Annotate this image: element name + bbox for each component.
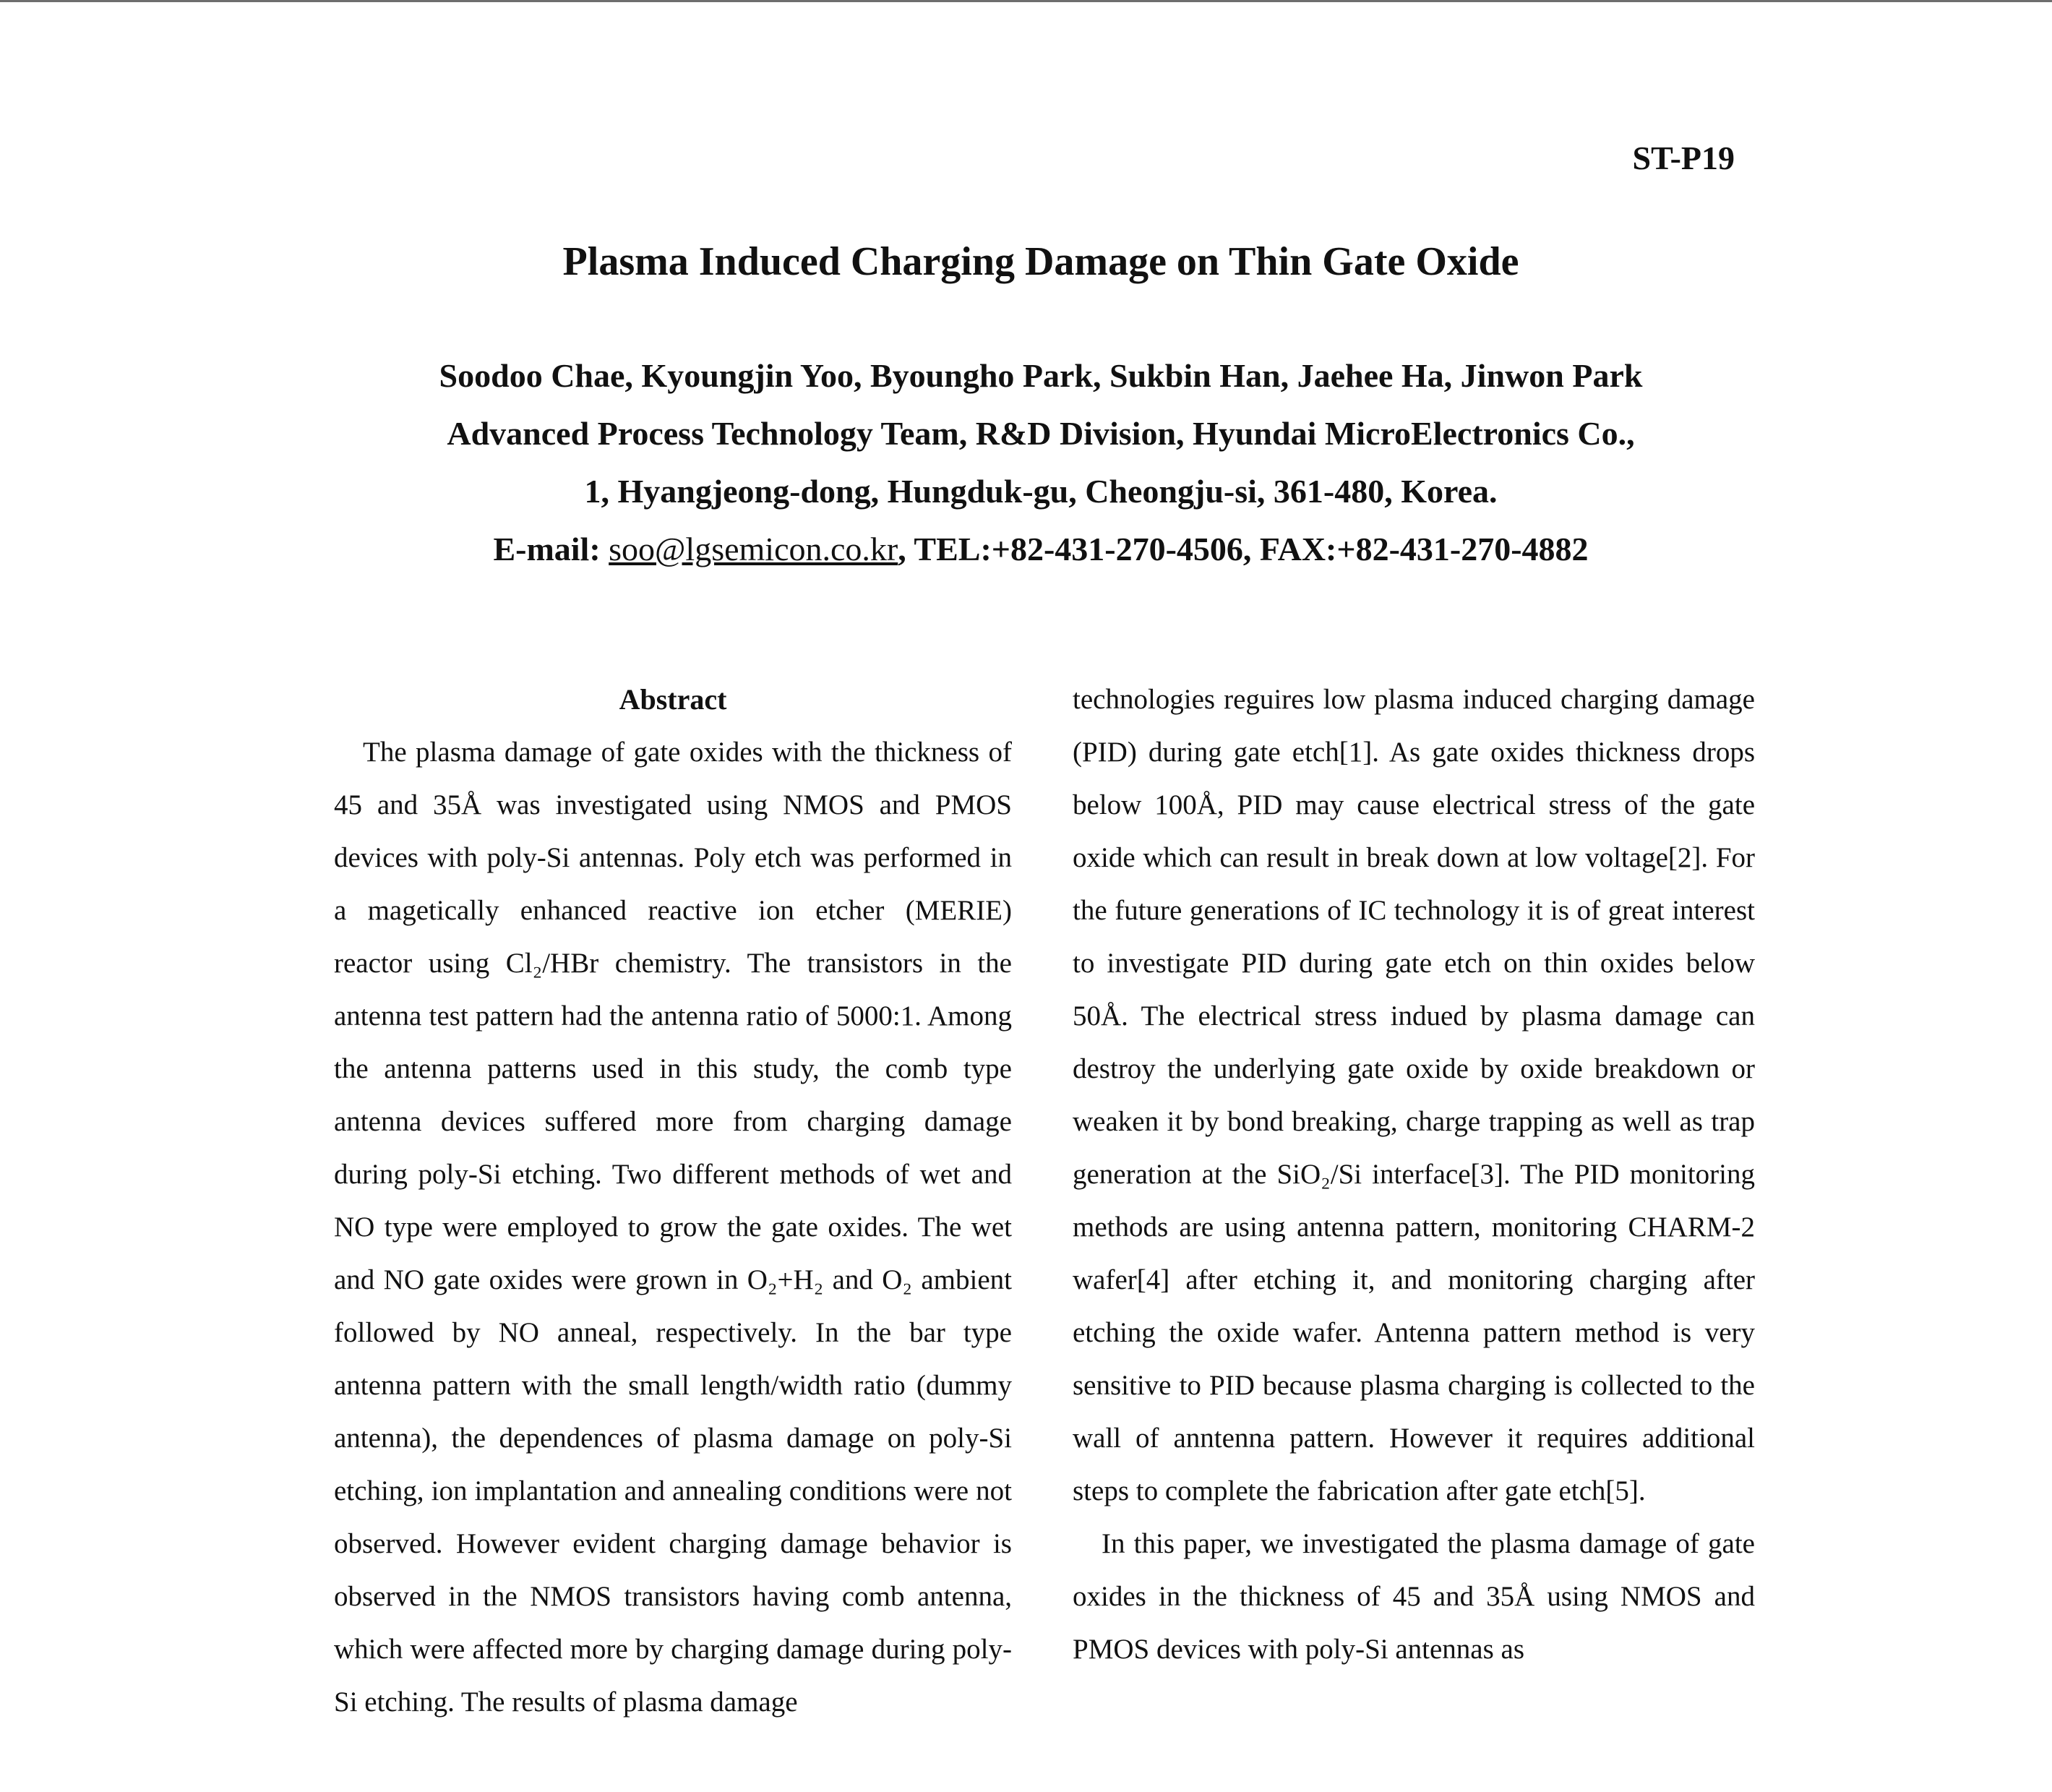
phone-fax: , TEL:+82-431-270-4506, FAX:+82-431-270-4882 [898, 531, 1589, 567]
paper-id: ST-P19 [1632, 140, 1735, 176]
top-border-line [0, 0, 2052, 2]
right-column [1073, 673, 1755, 1676]
email-link[interactable]: soo@lgsemicon.co.kr [609, 531, 898, 567]
intro-paragraph-1: technologies reguires low plasma induced charging damage (PID) during gate etch[1]. As gate oxides thickness drops below 100Å, PID may cause electrical stress of the gate oxide which can result in break down at low voltage[2]. For the future generations of IC technology it is of great interest to investigate PID during gate etch on thin oxides below 50Å. The electrical stress indued by plasma damage can destroy the underlying gate oxide by oxide breakdown or weaken it by bond breaking, charge trapping as well as trap generation at the SiO₂/Si interface[3]. The PID monitoring methods are using antenna pattern, monitoring CHARM-2 wafer[4] after etching it, and monitoring charging after etching the oxide wafer. Antenna pattern method is very sensitive to PID because plasma charging is collected to the wall of anntenna pattern. However it requires additional steps to complete the fabrication after gate etch[5]. [1073, 684, 1755, 1506]
author-block [318, 347, 1764, 578]
address: 1, Hyangjeong-dong, Hungduk-gu, Cheongju-si, 361-480, Korea. [584, 473, 1498, 510]
abstract-text: The plasma damage of gate oxides with the thickness of 45 and 35Å was investigated using NMOS and PMOS devices with poly-Si antennas. Poly etch was performed in a magetically enhanced reactive ion etcher (MERIE) reactor using Cl₂/HBr chemistry. The transistors in the antenna test pattern had the antenna ratio of 5000:1. Among the antenna patterns used in this study, the comb type antenna devices suffered more from charging damage during poly-Si etching. Two different methods of wet and NO type were employed to grow the gate oxides. The wet and NO gate oxides were grown in O₂+H₂ and O₂ ambient followed by NO anneal, respectively. In the bar type antenna pattern with the small length/width ratio (dummy antenna), the dependences of plasma damage on poly-Si etching, ion implantation and annealing conditions were not observed. However evident charging damage behavior is observed in the NMOS transistors having comb antenna, which were affected more by charging damage during poly-Si etching. The results of plasma damage [334, 737, 1012, 1718]
left-column [334, 673, 1012, 1728]
affiliation: Advanced Process Technology Team, R&D Division, Hyundai MicroElectronics Co., [447, 415, 1635, 452]
author-list: Soodoo Chae, Kyoungjin Yoo, Byoungho Park, Sukbin Han, Jaehee Ha, Jinwon Park [439, 357, 1643, 394]
intro-paragraph-2: In this paper, we investigated the plasma damage of gate oxides in the thickness of 45 and 35Å using NMOS and PMOS devices with poly-Si antennas as [1073, 1528, 1755, 1665]
contact-line [318, 520, 1764, 578]
abstract-heading: Abstract [619, 683, 727, 716]
email-label: E-mail: [493, 531, 609, 567]
paper-title: Plasma Induced Charging Damage on Thin Gate Oxide [562, 239, 1519, 284]
